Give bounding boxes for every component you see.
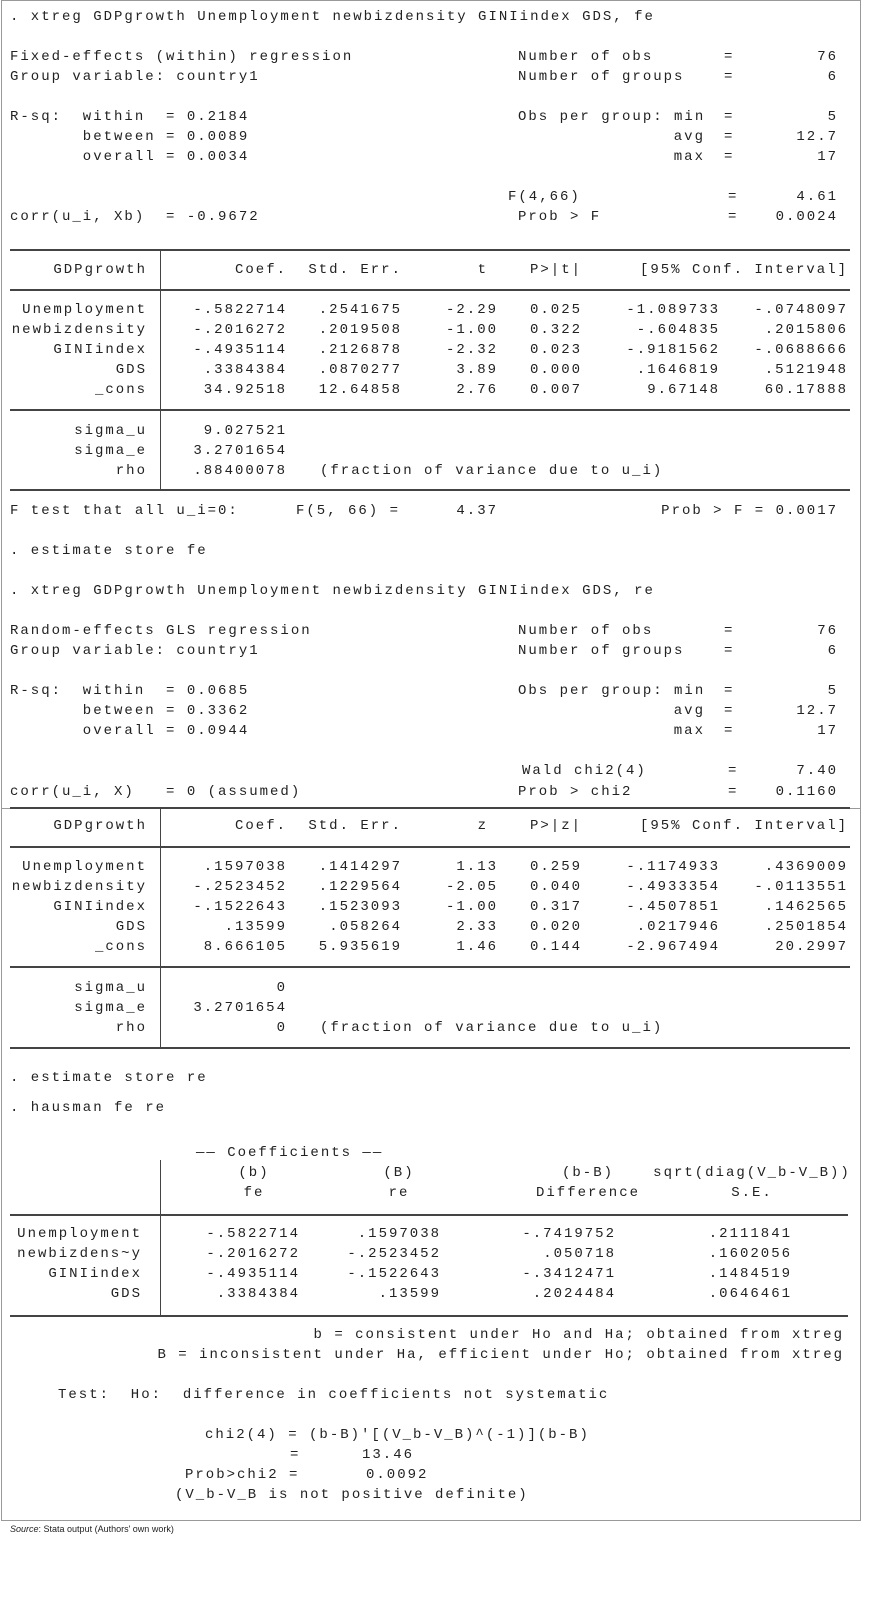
table-cell: -.1522643 [347,1266,441,1282]
table-cell: .058264 [329,919,402,935]
stat-label: avg [673,129,705,145]
table-cell: .1229564 [318,879,402,895]
table-cell: .2024484 [532,1286,616,1302]
column-header: [95% Conf. Interval] [639,262,848,278]
table-cell: 5.935619 [318,939,402,955]
table-cell: .1414297 [318,859,402,875]
table-bottom-rule [10,489,850,491]
command-line: . estimate store fe [10,543,208,559]
table-cell: .1523093 [318,899,402,915]
stat-equals: = [728,189,739,205]
table-cell: .2019508 [318,322,402,338]
stat-label: Number of groups [518,643,685,659]
stat-value: 6 [827,643,838,659]
stat-value: 12.7 [796,703,838,719]
table-cell: 1.13 [456,859,498,875]
f-test-label: F test that all u_i=0: [10,503,239,519]
table-cell: 2.33 [456,919,498,935]
column-header: Std. Err. [308,818,402,834]
model-info-line: Group variable: country1 [10,643,260,659]
row-label: _cons [94,939,147,955]
row-label: newbizdensity [11,879,147,895]
table-cell: -.0688666 [754,342,848,358]
table-cell: .13599 [378,1286,441,1302]
row-label: Unemployment [22,859,147,875]
stat-equals: = [724,623,735,639]
sigma-rule [10,966,850,968]
stat-label: Wald chi2(4) [522,763,647,779]
table-cell: .2541675 [318,302,402,318]
table-note: (fraction of variance due to u_i) [320,463,664,479]
stat-value: 7.40 [796,763,838,779]
source-text: : Stata output (Authors' own work) [38,1524,174,1534]
stat-equals: = [724,49,735,65]
command-line: . xtreg GDPgrowth Unemployment newbizdensity GINIindex GDS, fe [10,9,655,25]
column-header: P>|t| [529,262,582,278]
stat-equals: = [728,784,739,800]
table-cell: -.2016272 [193,322,287,338]
stat-label: Number of obs [518,623,654,639]
model-info-line: R-sq: within = 0.2184 [10,109,250,125]
stat-value: 4.61 [796,189,838,205]
stat-equals: = [724,149,735,165]
table-cell: -2.29 [445,302,498,318]
table-cell: 9.027521 [203,423,287,439]
table-cell: -2.32 [445,342,498,358]
table-cell: -.4507851 [626,899,720,915]
table-bottom-rule [10,1315,848,1317]
table-cell: -.9181562 [626,342,720,358]
table-cell: 3.89 [456,362,498,378]
table-cell: -1.00 [445,322,498,338]
source-note [10,1524,174,1534]
table-cell: .0870277 [318,362,402,378]
table-cell: 0.322 [529,322,582,338]
stat-label: avg [673,703,705,719]
command-line: . xtreg GDPgrowth Unemployment newbizdensity GINIindex GDS, re [10,583,655,599]
prob-label: Prob>chi2 = [185,1467,300,1483]
row-label: GINIindex [53,899,147,915]
column-header: sqrt(diag(V_b-V_B)) [653,1165,851,1181]
table-cell: -.4933354 [626,879,720,895]
table-cell: 0.317 [529,899,582,915]
model-info-line: between = 0.3362 [10,703,250,719]
sigma-rule [10,409,850,411]
table-cell: .88400078 [193,463,287,479]
table-cell: -.604835 [636,322,720,338]
model-info-line: overall = 0.0034 [10,149,250,165]
table-cell: -1.00 [445,899,498,915]
table-cell: 3.2701654 [193,1000,287,1016]
column-header: [95% Conf. Interval] [639,818,848,834]
table-cell: 0.259 [529,859,582,875]
stat-label: Prob > F [518,209,602,225]
column-header: (b-B) [561,1165,615,1181]
table-cell: 2.76 [456,382,498,398]
column-header: Coef. [234,262,287,278]
header-rule [10,1214,848,1216]
table-cell: 0.000 [529,362,582,378]
column-header: fe [243,1185,265,1201]
table-cell: 0.025 [529,302,582,318]
stat-value: 17 [817,723,838,739]
f-test-value: 4.37 [456,503,498,519]
row-label: GINIindex [48,1266,142,1282]
table-cell: .1484519 [708,1266,792,1282]
table-cell: .2501854 [764,919,848,935]
source-label: Source [10,1524,39,1534]
model-info-line: overall = 0.0944 [10,723,250,739]
stat-equals: = [724,109,735,125]
table-note: (fraction of variance due to u_i) [320,1020,664,1036]
table-cell: 20.2997 [775,939,848,955]
stat-value: 6 [827,69,838,85]
command-line: . hausman fe re [10,1100,167,1116]
table-cell: .2126878 [318,342,402,358]
table-cell: .0217946 [636,919,720,935]
column-header: Std. Err. [308,262,402,278]
table-bottom-rule [10,1047,850,1049]
stat-value: 5 [827,683,838,699]
row-label: Unemployment [17,1226,142,1242]
stat-label: Number of obs [518,49,654,65]
table-cell: .4369009 [764,859,848,875]
row-label: Unemployment [22,302,147,318]
table-top-rule [10,807,850,809]
table-cell: -.2523452 [347,1246,441,1262]
column-header: re [388,1185,410,1201]
table-cell: -.3412471 [522,1266,616,1282]
table-cell: .1597038 [203,859,287,875]
column-header: Difference [535,1185,641,1201]
table-cell: -.0748097 [754,302,848,318]
table-cell: -.1522643 [193,899,287,915]
column-divider [160,250,161,490]
column-header: P>|z| [529,818,582,834]
table-cell: 0 [276,1020,287,1036]
table-cell: -.2523452 [193,879,287,895]
table-cell: -.4935114 [193,342,287,358]
table-cell: -.1174933 [626,859,720,875]
test-hypothesis: Test: Ho: difference in coefficients not systematic [58,1387,610,1403]
table-cell: 34.92518 [203,382,287,398]
table-cell: -.2016272 [206,1246,300,1262]
stat-label: max [673,149,705,165]
stat-label: Number of groups [518,69,685,85]
table-cell: 3.2701654 [193,443,287,459]
table-cell: 0 [276,980,287,996]
column-header: GDPgrowth [53,262,147,278]
table-cell: -.5822714 [193,302,287,318]
coefficients-group-header: —— Coefficients —— [196,1145,384,1161]
column-header: (b) [238,1165,270,1181]
table-cell: 0.144 [529,939,582,955]
table-cell: -.0113551 [754,879,848,895]
table-cell: .1646819 [636,362,720,378]
column-header: z [477,818,488,834]
column-header: Coef. [234,818,287,834]
model-info-line: between = 0.0089 [10,129,250,145]
header-rule [10,846,850,848]
table-cell: 12.64858 [318,382,402,398]
model-info-line: R-sq: within = 0.0685 [10,683,250,699]
stat-equals: = [724,129,735,145]
row-label: _cons [94,382,147,398]
column-divider [160,808,161,1048]
table-cell: .1602056 [708,1246,792,1262]
row-label: GDS [110,1286,142,1302]
stat-value: 76 [817,623,838,639]
table-cell: 60.17888 [764,382,848,398]
header-rule [10,289,850,291]
footnote: B = inconsistent under Ha, efficient under Ho; obtained from xtreg [157,1347,844,1363]
row-label: newbizdens~y [17,1246,142,1262]
column-header: S.E. [731,1185,773,1201]
row-label: GINIindex [53,342,147,358]
stat-equals: = [724,703,735,719]
model-info-line: corr(u_i, X) = 0 (assumed) [10,784,302,800]
f-test-prob: Prob > F = 0.0017 [661,503,838,519]
table-cell: .0646461 [708,1286,792,1302]
table-cell: -2.05 [445,879,498,895]
table-cell: .3384384 [203,362,287,378]
stat-label: Prob > chi2 [518,784,633,800]
table-top-rule [10,249,850,251]
row-label: sigma_e [74,1000,147,1016]
chi2-value: 13.46 [362,1447,415,1463]
table-cell: -1.089733 [626,302,720,318]
stat-label: Obs per group: min [518,683,706,699]
table-cell: .5121948 [764,362,848,378]
row-label: newbizdensity [11,322,147,338]
row-label: rho [115,1020,147,1036]
model-info-line: corr(u_i, Xb) = -0.9672 [10,209,260,225]
model-info-line: Random-effects GLS regression [10,623,312,639]
column-header: GDPgrowth [53,818,147,834]
table-cell: .13599 [224,919,287,935]
footnote: b = consistent under Ho and Ha; obtained from xtreg [313,1327,844,1343]
table-cell: 1.46 [456,939,498,955]
table-cell: -.4935114 [206,1266,300,1282]
table-cell: -.5822714 [206,1226,300,1242]
row-label: rho [115,463,147,479]
table-cell: -.7419752 [522,1226,616,1242]
table-cell: 9.67148 [647,382,720,398]
stat-value: 0.1160 [775,784,838,800]
table-cell: .050718 [543,1246,616,1262]
stat-equals: = [724,69,735,85]
table-cell: .1597038 [357,1226,441,1242]
column-header: t [477,262,488,278]
column-divider [160,1160,161,1316]
model-info-line: Group variable: country1 [10,69,260,85]
model-info-line: Fixed-effects (within) regression [10,49,354,65]
stat-value: 17 [817,149,838,165]
table-cell: -2.967494 [626,939,720,955]
stat-value: 76 [817,49,838,65]
stat-value: 12.7 [796,129,838,145]
table-cell: 0.040 [529,879,582,895]
column-header: (B) [383,1165,415,1181]
table-cell: 0.020 [529,919,582,935]
stat-equals: = [728,209,739,225]
chi2-equals: = [290,1447,301,1463]
row-label: GDS [115,919,147,935]
table-cell: .1462565 [764,899,848,915]
stat-label: max [673,723,705,739]
table-cell: .2111841 [708,1226,792,1242]
stat-value: 0.0024 [775,209,838,225]
stat-equals: = [724,683,735,699]
warning-note: (V_b-V_B is not positive definite) [175,1487,529,1503]
stat-equals: = [724,643,735,659]
row-label: sigma_u [74,423,147,439]
stat-equals: = [724,723,735,739]
table-cell: .2015806 [764,322,848,338]
chi2-formula: chi2(4) = (b-B)'[(V_b-V_B)^(-1)](b-B) [205,1427,590,1443]
table-cell: .3384384 [216,1286,300,1302]
stat-label: F(4,66) [508,189,581,205]
table-cell: 0.023 [529,342,582,358]
prob-value: 0.0092 [366,1467,429,1483]
command-line: . estimate store re [10,1070,208,1086]
table-cell: 0.007 [529,382,582,398]
row-label: GDS [115,362,147,378]
row-label: sigma_e [74,443,147,459]
stat-equals: = [728,763,739,779]
stat-label: Obs per group: min [518,109,706,125]
table-cell: 8.666105 [203,939,287,955]
stat-value: 5 [827,109,838,125]
row-label: sigma_u [74,980,147,996]
f-test-stat: F(5, 66) = [296,503,401,519]
